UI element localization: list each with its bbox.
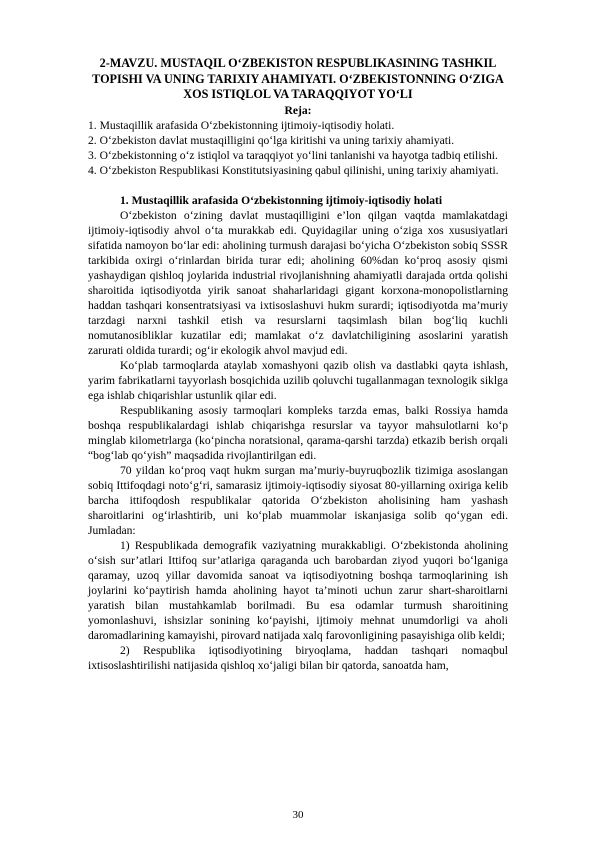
- body-paragraph: 1) Respublikada demografik vaziyatning murakkabligi. O‘zbekistonda aholining o‘sish sur’atlari Ittifoq sur’atlariga qaraganda uch barobardan ziyod yuqori bo‘lganiga qaramay, uzoq yillar davomida sanoat va iqtisodiyotning boshqa tarmoqlarining ish joylarini ko‘paytirish hamda aholining hayot ta’minoti uchun zarur shart-sharoitlarni yaratish bilan mustahkamlab borilmadi. Bu esa odamlar turmush sharoitining yomonlashuvi, ishsizlar sonining ko‘payishi, ijtimoiy mehnat unumdorligi va aholi daromadlarining kamayishi, pirovard natijada xalq farovonligining pasayishiga olib keldi;: [88, 538, 508, 642]
- body-paragraph: Ko‘plab tarmoqlarda ataylab xomashyoni qazib olish va dastlabki qayta ishlash, yarim fabrikatlarni tayyorlash bosqichida uzilib qoluvchi tugallanmagan texnologik siklga ega ishlab chiqarishlar ustunlik qilar edi.: [88, 358, 508, 402]
- body-paragraph: 70 yildan ko‘proq vaqt hukm surgan ma’muriy-buyruqbozlik tizimiga asoslangan sobiq Ittifoqdagi noto‘g‘ri, samarasiz ijtimoiy-iqtisodiy siyosat 80-yillarning oxiriga kelib barcha ittifoqdosh respublikalar qatorida O‘zbekiston aholisining ham yashash sharoitlarini og‘irlashtirib, uni ko‘plab muammolar iskanjasiga solib qo‘ygan edi. Jumladan:: [88, 463, 508, 537]
- document-page: [88, 56, 508, 673]
- page-title: 2-MAVZU. MUSTAQIL O‘ZBEKISTON RESPUBLIKASINING TASHKIL TOPISHI VA UNING TARIXIY AHAMIYATI. O‘ZBEKISTONNING O‘ZIGA XOS ISTIQLOL VA TARAQQIYOT YO‘LI: [92, 56, 504, 101]
- section-heading: 1. Mustaqillik arafasida O‘zbekistonning ijtimoiy-iqtisodiy holati: [120, 193, 443, 207]
- page-number: 30: [292, 809, 304, 821]
- body-paragraph: 2) Respublika iqtisodiyotining biryoqlama, haddan tashqari nomaqbul ixtisoslashtirilishi natijasida qishloq xo‘jaligi bilan bir qatorda, sanoatda ham,: [88, 643, 508, 672]
- plan-item: 4. O‘zbekiston Respublikasi Konstitutsiyasining qabul qilinishi, uning tarixiy ahamiyati.: [88, 163, 499, 177]
- body-paragraph: Respublikaning asosiy tarmoqlari kompleks tarzda emas, balki Rossiya hamda boshqa respublikalardagi ishlab chiqarishga resurslar va tayyor mahsulotlarni ko‘p minglab kilometrlarga (ko‘pincha noratsional, qarama-qarshi tarzda) etkazib berish orqali “bog‘lab qo‘yish” maqsadida rivojlantirilgan edi.: [88, 403, 508, 462]
- plan-item: 1. Mustaqillik arafasida O‘zbekistonning ijtimoiy-iqtisodiy holati.: [88, 118, 395, 132]
- plan-item: 2. O‘zbekiston davlat mustaqilligini qo‘lga kiritishi va uning tarixiy ahamiyati.: [88, 133, 455, 147]
- plan-item: 3. O‘zbekistonning o‘z istiqlol va taraqqiyot yo‘lini tanlanishi va hayotga tadbiq etilishi.: [88, 148, 498, 162]
- body-paragraph: O‘zbekiston o‘zining davlat mustaqilligini e’lon qilgan vaqtda mamlakatdagi ijtimoiy-iqtisodiy ahvol o‘ta murakkab edi. Quyidagilar uning o‘ziga xos xususiyatlari sifatida namoyon bo‘lar edi: aholining turmush darajasi bo‘yicha O‘zbekiston sobiq SSSR tarkibida oxirgi o‘rinlardan birida turar edi; aholining 60%dan ko‘proq asosiy qismi yashaydigan qishloq joylarida industrial rivojlanishning ahamiyatli darajada ortda qolishi sharoitida iqtisodiyotda yirik sanoat shaharlaridagi gigant korxona-monopolistlarning haddan tashqari konsentratsiyasi va ixtisoslashuvi hukm surardi; iqtisodiyotda ma’muriy tarzdagi narxni tashkil etish va resurslarni taqsimlash bilan bog‘liq kuchli nomutanosibliklar kuzatilar edi; mamlakat o‘z davlatchiligining asoslarini yaratish zarurati oldida turardi; og‘ir ekologik ahvol mavjud edi.: [88, 208, 508, 357]
- plan-heading: Reja:: [284, 103, 312, 117]
- plan-list: [88, 118, 508, 178]
